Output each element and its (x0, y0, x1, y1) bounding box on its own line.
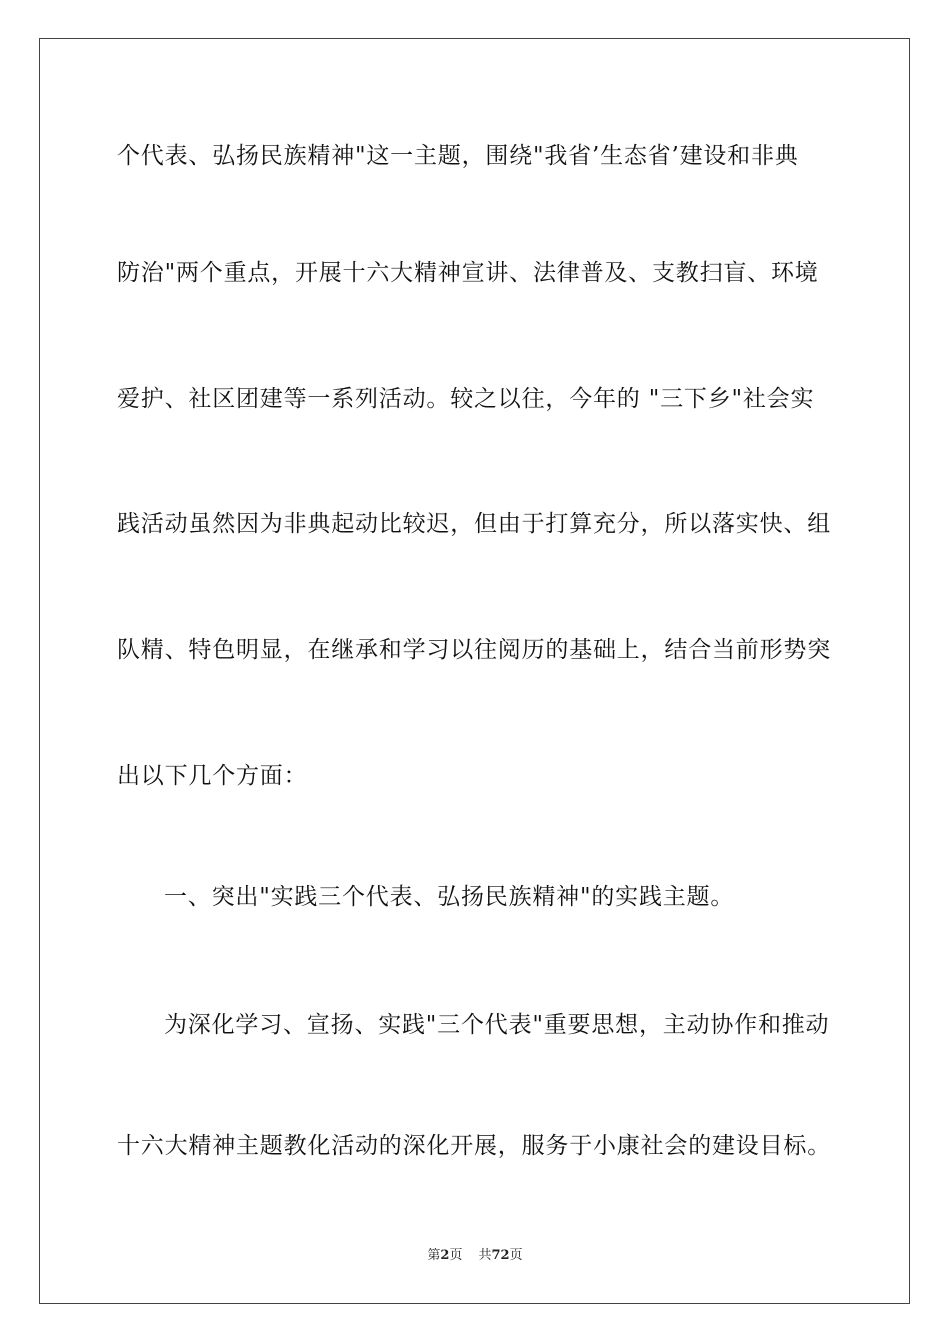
paragraph-line-5: 队精、特色明显，在继承和学习以往阅历的基础上，结合当前形势突 (117, 637, 831, 663)
paragraph-line-2: 防治"两个重点，开展十六大精神宣讲、法律普及、支教扫盲、环境 (117, 260, 819, 286)
paragraph-line-3: 爱护、社区团建等一系列活动。较之以往，今年的 "三下乡"社会实 (117, 386, 815, 412)
page-footer (0, 1247, 950, 1265)
footer-total-prefix: 共 (478, 1248, 492, 1263)
footer-page-number: 2 (440, 1248, 450, 1263)
footer-page-prefix: 第 (427, 1248, 441, 1263)
paragraph-line-8: 十六大精神主题教化活动的深化开展，服务于小康社会的建设目标。 (117, 1133, 831, 1159)
section-heading: 一、突出"实践三个代表、弘扬民族精神"的实践主题。 (164, 884, 735, 910)
footer-total-suffix: 页 (509, 1248, 523, 1263)
footer-total-pages: 72 (491, 1248, 510, 1263)
page-border (39, 38, 910, 1304)
paragraph-line-4: 践活动虽然因为非典起动比较迟，但由于打算充分，所以落实快、组 (117, 511, 831, 537)
paragraph-line-7: 为深化学习、宣扬、实践"三个代表"重要思想，主动协作和推动 (164, 1012, 830, 1038)
paragraph-line-1: 个代表、弘扬民族精神"这一主题，围绕"我省’生态省’建设和非典 (117, 143, 799, 169)
paragraph-line-6: 出以下几个方面： (117, 763, 308, 789)
footer-page-suffix: 页 (449, 1248, 463, 1263)
